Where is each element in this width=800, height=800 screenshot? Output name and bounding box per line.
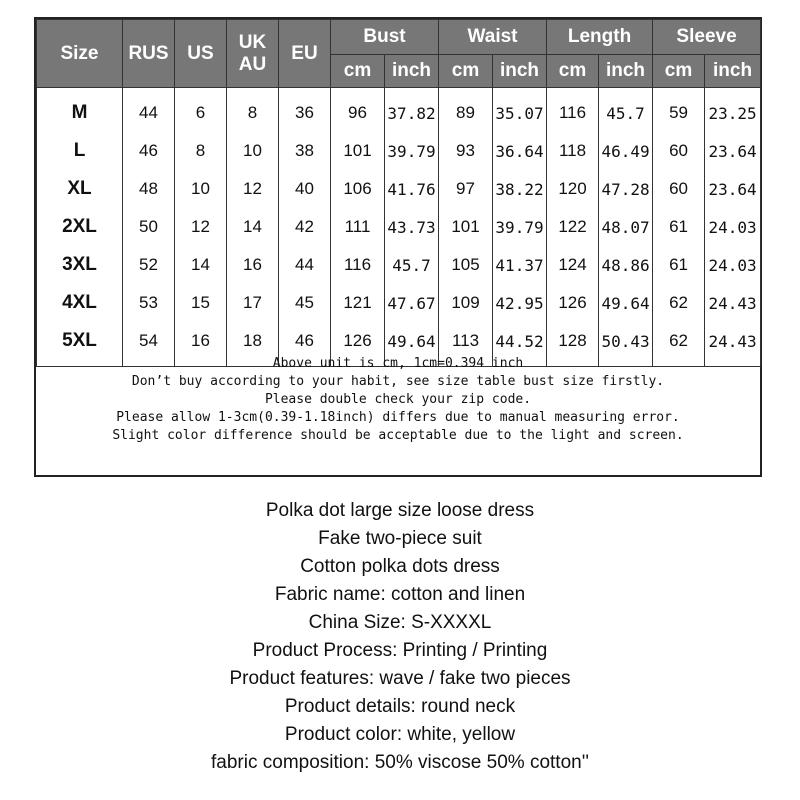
header-sleeve: Sleeve [653,20,761,55]
sleeve-cm-cell: 62 [653,322,705,367]
table-row [37,88,761,133]
size-chart-frame [34,17,762,477]
sleeve-cm-cell: 59 [653,88,705,133]
us-cell: 6 [175,88,227,133]
uk-au-cell: 17 [227,284,279,322]
size-cell: L [37,132,123,170]
length-inch-cell: 48.07 [599,208,653,246]
us-cell: 12 [175,208,227,246]
bust-cm-cell: 121 [331,284,385,322]
description-line: fabric composition: 50% viscose 50% cotton'' [211,752,589,773]
sleeve-inch-cell: 23.64 [705,132,761,170]
header-uk: UK [238,31,267,53]
table-row [37,246,761,284]
sleeve-cm-cell: 62 [653,284,705,322]
subheader-bust-inch: inch [385,55,439,88]
us-cell: 10 [175,170,227,208]
eu-cell: 38 [279,132,331,170]
waist-inch-cell: 44.52 [493,322,547,367]
waist-inch-cell: 41.37 [493,246,547,284]
description-line: China Size: S-XXXXL [308,612,492,633]
uk-au-cell: 10 [227,132,279,170]
bust-cm-cell: 126 [331,322,385,367]
eu-cell: 40 [279,170,331,208]
length-cm-cell: 124 [547,246,599,284]
waist-cm-cell: 105 [439,246,493,284]
length-inch-cell: 48.86 [599,246,653,284]
waist-cm-cell: 89 [439,88,493,133]
header-rus: RUS [123,20,175,88]
description-line: Fake two-piece suit [318,528,482,549]
description-line: Product Process: Printing / Printing [252,640,548,661]
note-line: Please double check your zip code. [264,392,532,407]
bust-cm-cell: 111 [331,208,385,246]
sleeve-cm-cell: 60 [653,132,705,170]
header-bust: Bust [331,20,439,55]
size-cell: 5XL [37,322,123,367]
description-line: Polka dot large size loose dress [265,500,535,521]
note-line: Slight color difference should be acceptable due to the light and screen. [112,428,684,443]
size-cell: 3XL [37,246,123,284]
header-eu: EU [279,20,331,88]
bust-inch-cell: 49.64 [385,322,439,367]
size-cell: M [37,88,123,133]
note-line: Don’t buy according to your habit, see size table bust size firstly. [131,374,665,389]
uk-au-cell: 12 [227,170,279,208]
sleeve-inch-cell: 23.25 [705,88,761,133]
notes-block [36,355,760,445]
sleeve-cm-cell: 61 [653,246,705,284]
rus-cell: 48 [123,170,175,208]
length-inch-cell: 47.28 [599,170,653,208]
eu-cell: 45 [279,284,331,322]
size-cell: XL [37,170,123,208]
waist-inch-cell: 38.22 [493,170,547,208]
table-row [37,132,761,170]
header-us: US [175,20,227,88]
note-line: Above unit is cm, 1cm=0.394 inch [272,356,524,371]
bust-inch-cell: 41.76 [385,170,439,208]
eu-cell: 46 [279,322,331,367]
description-line: Fabric name: cotton and linen [274,584,526,605]
product-description [0,497,800,777]
length-cm-cell: 118 [547,132,599,170]
length-cm-cell: 120 [547,170,599,208]
rus-cell: 50 [123,208,175,246]
table-row [37,208,761,246]
sleeve-cm-cell: 61 [653,208,705,246]
description-line: Product details: round neck [284,696,516,717]
rus-cell: 54 [123,322,175,367]
length-cm-cell: 128 [547,322,599,367]
sleeve-inch-cell: 23.64 [705,170,761,208]
bust-cm-cell: 96 [331,88,385,133]
subheader-waist-cm: cm [439,55,493,88]
bust-inch-cell: 47.67 [385,284,439,322]
rus-cell: 44 [123,88,175,133]
bust-inch-cell: 39.79 [385,132,439,170]
table-row [37,284,761,322]
eu-cell: 42 [279,208,331,246]
waist-cm-cell: 97 [439,170,493,208]
uk-au-cell: 16 [227,246,279,284]
subheader-bust-cm: cm [331,55,385,88]
sleeve-inch-cell: 24.43 [705,284,761,322]
sleeve-inch-cell: 24.03 [705,246,761,284]
subheader-length-cm: cm [547,55,599,88]
rus-cell: 46 [123,132,175,170]
length-inch-cell: 46.49 [599,132,653,170]
length-inch-cell: 49.64 [599,284,653,322]
subheader-sleeve-inch: inch [705,55,761,88]
header-length: Length [547,20,653,55]
us-cell: 16 [175,322,227,367]
waist-inch-cell: 42.95 [493,284,547,322]
length-cm-cell: 126 [547,284,599,322]
size-cell: 4XL [37,284,123,322]
note-line: Please allow 1-3cm(0.39-1.18inch) differs due to manual measuring error. [116,410,680,425]
us-cell: 15 [175,284,227,322]
description-line: Product features: wave / fake two pieces [229,668,571,689]
size-table [36,19,761,367]
eu-cell: 44 [279,246,331,284]
table-row [37,170,761,208]
rus-cell: 53 [123,284,175,322]
uk-au-cell: 18 [227,322,279,367]
bust-cm-cell: 106 [331,170,385,208]
sleeve-cm-cell: 60 [653,170,705,208]
rus-cell: 52 [123,246,175,284]
waist-cm-cell: 101 [439,208,493,246]
header-au: AU [238,53,267,75]
bust-inch-cell: 37.82 [385,88,439,133]
header-waist: Waist [439,20,547,55]
size-cell: 2XL [37,208,123,246]
header-size: Size [37,20,123,88]
us-cell: 14 [175,246,227,284]
waist-inch-cell: 36.64 [493,132,547,170]
uk-au-cell: 8 [227,88,279,133]
description-line: Product color: white, yellow [284,724,516,745]
description-line: Cotton polka dots dress [300,556,500,577]
bust-cm-cell: 116 [331,246,385,284]
subheader-waist-inch: inch [493,55,547,88]
size-table-body [37,88,761,367]
uk-au-cell: 14 [227,208,279,246]
length-cm-cell: 122 [547,208,599,246]
waist-cm-cell: 93 [439,132,493,170]
sleeve-inch-cell: 24.03 [705,208,761,246]
eu-cell: 36 [279,88,331,133]
length-inch-cell: 45.7 [599,88,653,133]
subheader-sleeve-cm: cm [653,55,705,88]
subheader-length-inch: inch [599,55,653,88]
length-cm-cell: 116 [547,88,599,133]
sleeve-inch-cell: 24.43 [705,322,761,367]
waist-inch-cell: 35.07 [493,88,547,133]
waist-inch-cell: 39.79 [493,208,547,246]
waist-cm-cell: 109 [439,284,493,322]
us-cell: 8 [175,132,227,170]
waist-cm-cell: 113 [439,322,493,367]
header-uk-au [227,20,279,88]
bust-inch-cell: 43.73 [385,208,439,246]
bust-cm-cell: 101 [331,132,385,170]
length-inch-cell: 50.43 [599,322,653,367]
bust-inch-cell: 45.7 [385,246,439,284]
